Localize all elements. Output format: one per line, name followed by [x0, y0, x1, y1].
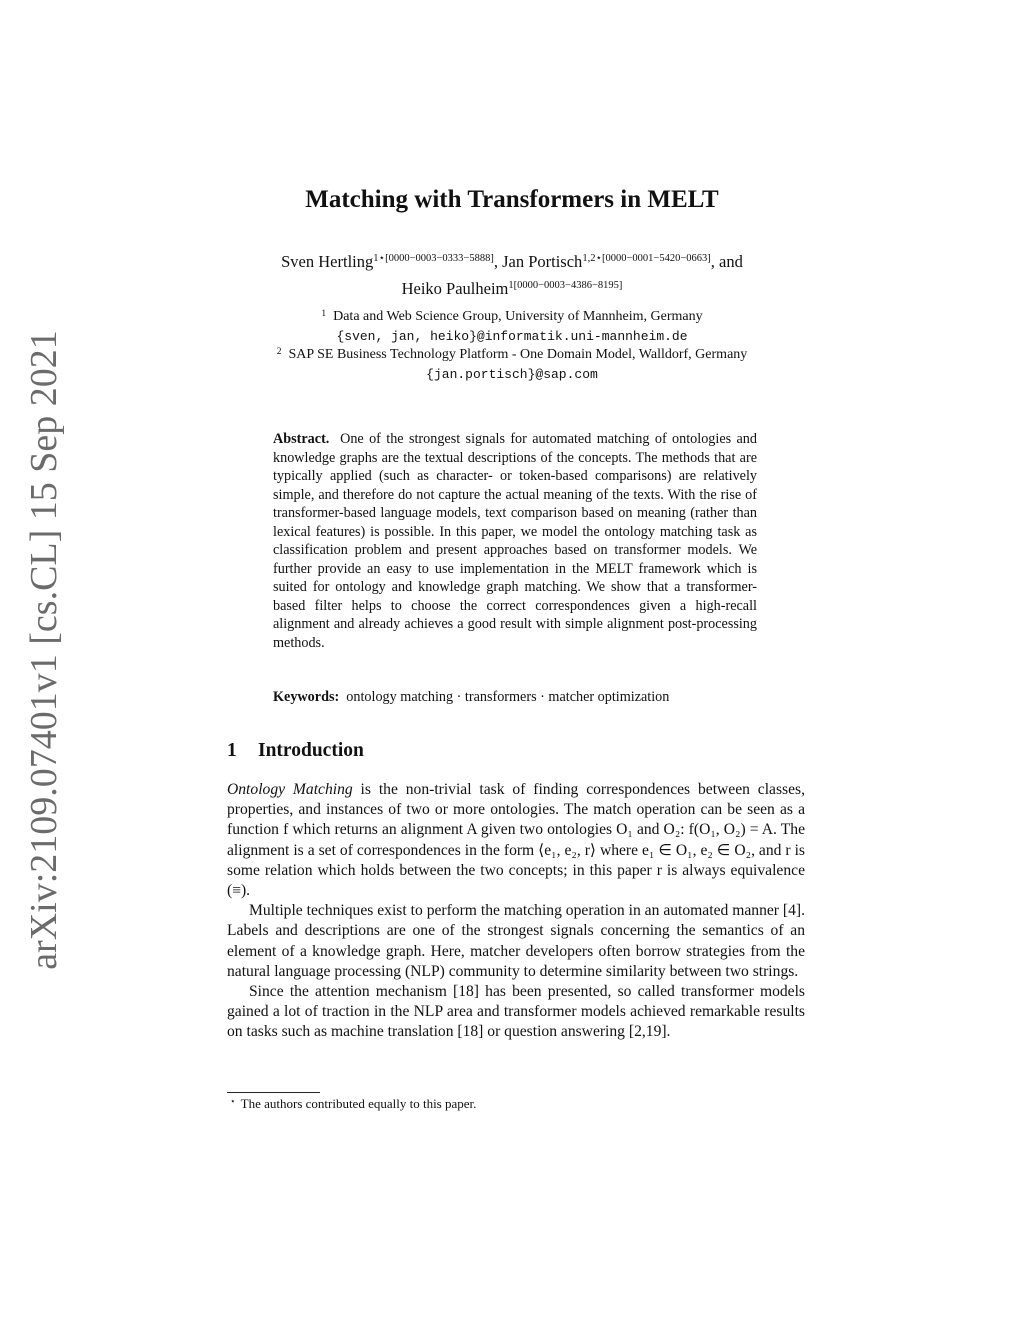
affiliation-email[interactable]: {sven, jan, heiko}@informatik.uni-mannheim.de — [336, 328, 688, 344]
paragraph-text: is the non-trivial task of finding correspondences between classes, properties, and instances of two or more ontologies. The match operation can be seen as a function f which returns an alignment A given two ontologies O₁ and O₂: f(O₁, O₂) = A. The alignment is a set of correspondences in the form ⟨e₁, e₂, r⟩ where e₁ ∈ O₁, e₂ ∈ O₂, and r is some relation which holds between the two concepts; in this paper r is always equivalence (≡). — [227, 781, 805, 900]
body-text — [227, 780, 805, 1043]
keywords — [273, 688, 757, 707]
abstract — [273, 430, 757, 652]
author-conjunction: , and — [710, 252, 743, 271]
footnote-mark: ⋆ — [230, 1096, 236, 1106]
arxiv-stamp-text: arXiv:2109.07401v1 [cs.CL] 15 Sep 2021 — [23, 330, 65, 970]
arxiv-stamp — [23, 330, 65, 970]
affiliations — [200, 308, 824, 384]
author-affil-sup: 1⋆[0000−0003−0333−5888] — [373, 253, 494, 264]
affiliation-text: Data and Web Science Group, University of Mannheim, Germany — [333, 309, 703, 324]
author-name: Sven Hertling — [281, 252, 374, 271]
affiliation-1 — [200, 308, 824, 328]
footnote — [230, 1096, 476, 1112]
affiliation-number: 1 — [321, 309, 327, 319]
footnote-divider — [227, 1092, 320, 1093]
affiliation-number: 2 — [276, 347, 282, 357]
section-number: 1 — [227, 740, 237, 761]
affiliation-text: SAP SE Business Technology Platform - One Domain Model, Walldorf, Germany — [288, 347, 748, 362]
paragraph: Multiple techniques exist to perform the matching operation in an automated manner [4]. Labels and descriptions are one of the strongest signals concerning the semantics of an element of a knowledge graph. Here, matcher developers often borrow strategies from the natural language processing (NLP) community to determine similarity between two strings. — [227, 902, 805, 980]
affiliation-email[interactable]: {jan.portisch}@sap.com — [426, 366, 598, 382]
footnote-text: The authors contributed equally to this paper. — [240, 1096, 477, 1111]
abstract-text: One of the strongest signals for automated matching of ontologies and knowledge graphs are the textual descriptions of the concepts. The methods that are typically applied (such as character- or token-based comparisons) are relatively simple, and therefore do not capture the actual meaning of the texts. With the rise of transformer-based language models, text comparison based on meaning (rather than lexical features) is possible. In this paper, we model the ontology matching task as classification problem and present approaches based on transformer models. We further provide an easy to use implementation in the MELT framework which is suited for ontology and knowledge graph matching. We show that a transformer-based filter helps to choose the correct correspondences given a high-recall alignment and already achieves a good result with simple alignment post-processing methods. — [273, 431, 757, 651]
author-name: Heiko Paulheim — [401, 279, 509, 298]
author-affil-sup: 1,2⋆[0000−0001−5420−0663] — [582, 253, 711, 264]
affiliation-2 — [200, 346, 824, 366]
abstract-label: Abstract. — [273, 431, 330, 447]
paper-title: Matching with Transformers in MELT — [305, 186, 719, 213]
keywords-text: ontology matching · transformers · matcher optimization — [346, 689, 670, 705]
emphasis-term: Ontology Matching — [227, 781, 353, 798]
author-affil-sup: 1[0000−0003−4386−8195] — [508, 280, 623, 291]
paragraph: Since the attention mechanism [18] has been presented, so called transformer models gained a lot of traction in the NLP area and transformer models achieved remarkable results on tasks such as machine translation [18] or question answering [2,19]. — [227, 983, 805, 1041]
author-list: Sven Hertling$^{1⋆[0000-0003-0333-5888]}$, Jan Portisch$^{1,2⋆[0000-0001-5420-0663]}$, and Heiko Paulheim$^{1[0000-0003-4386-8195]}$ — [281, 252, 743, 298]
author-name: Jan Portisch — [502, 252, 583, 271]
keywords-label: Keywords: — [273, 689, 340, 705]
section-title: Introduction — [258, 740, 364, 761]
paragraph — [227, 780, 805, 901]
section-heading — [227, 740, 364, 762]
